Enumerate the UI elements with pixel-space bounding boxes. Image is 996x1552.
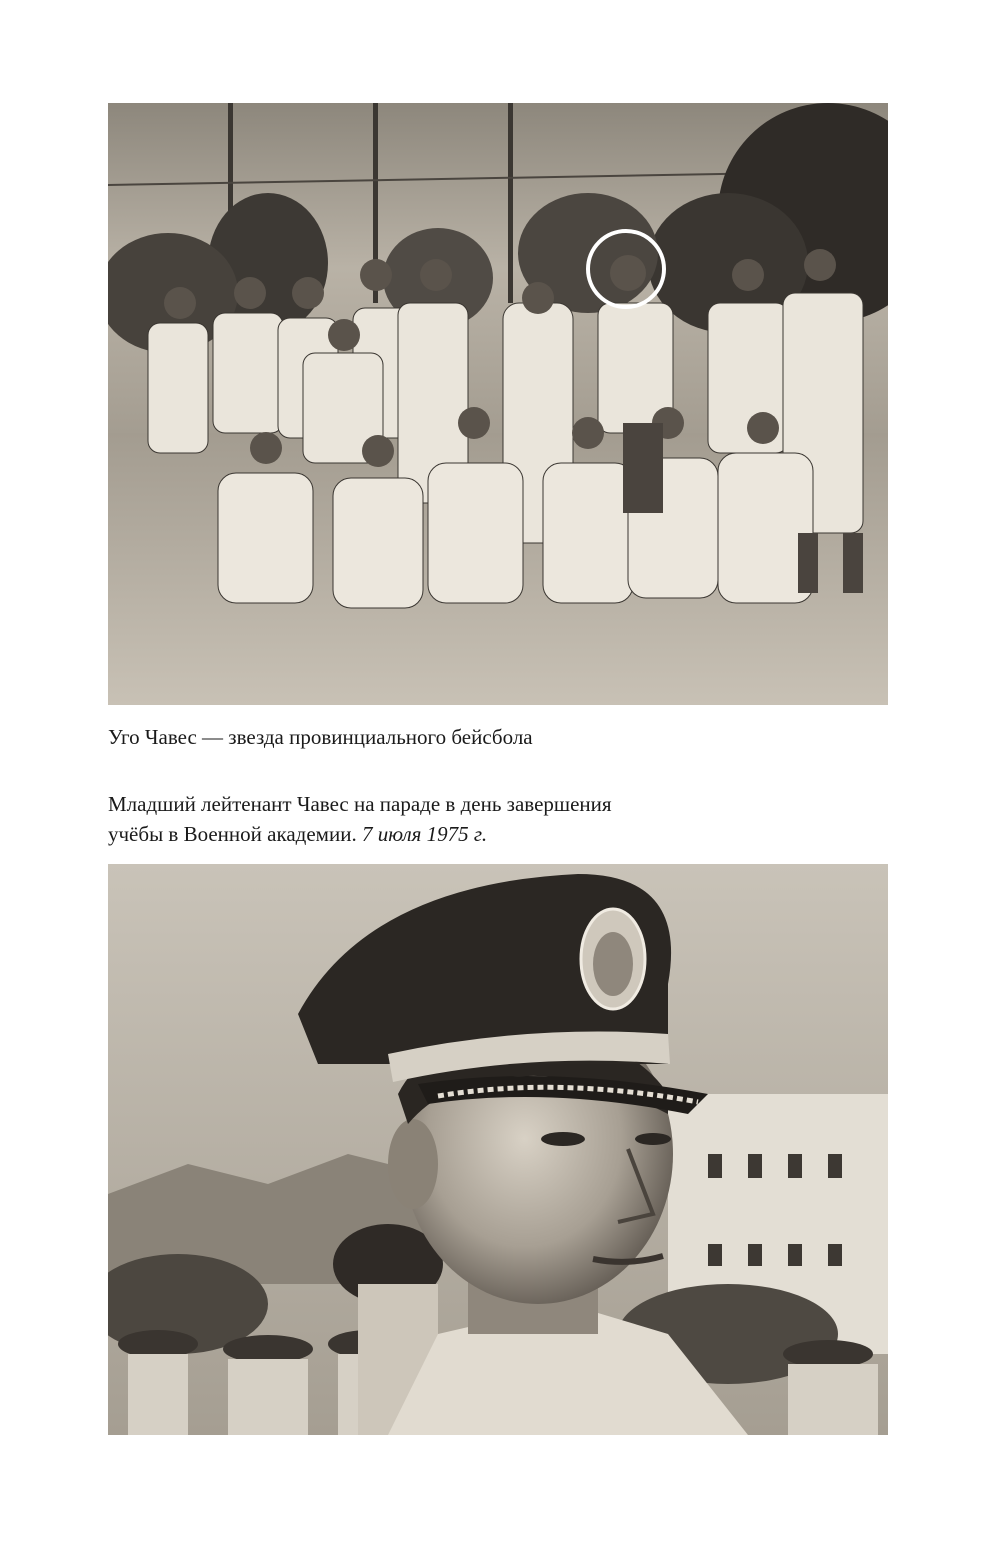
parade-portrait-photo	[108, 864, 888, 1435]
baseball-team-photo	[108, 103, 888, 705]
parade-caption-line-2-text: учёбы в Военной академии.	[108, 822, 357, 846]
parade-caption-line-2	[108, 819, 888, 849]
parade-caption-line-1: Младший лейтенант Чавес на параде в день завершения	[108, 792, 612, 816]
baseball-caption-text: Уго Чавес — звезда провинциального бейсбола	[108, 725, 533, 749]
parade-caption-date: 7 июля 1975 г.	[361, 822, 488, 846]
parade-portrait-photo-image	[108, 864, 888, 1435]
parade-photo-caption	[108, 789, 888, 849]
baseball-photo-caption	[108, 722, 888, 752]
baseball-team-photo-image	[108, 103, 888, 705]
